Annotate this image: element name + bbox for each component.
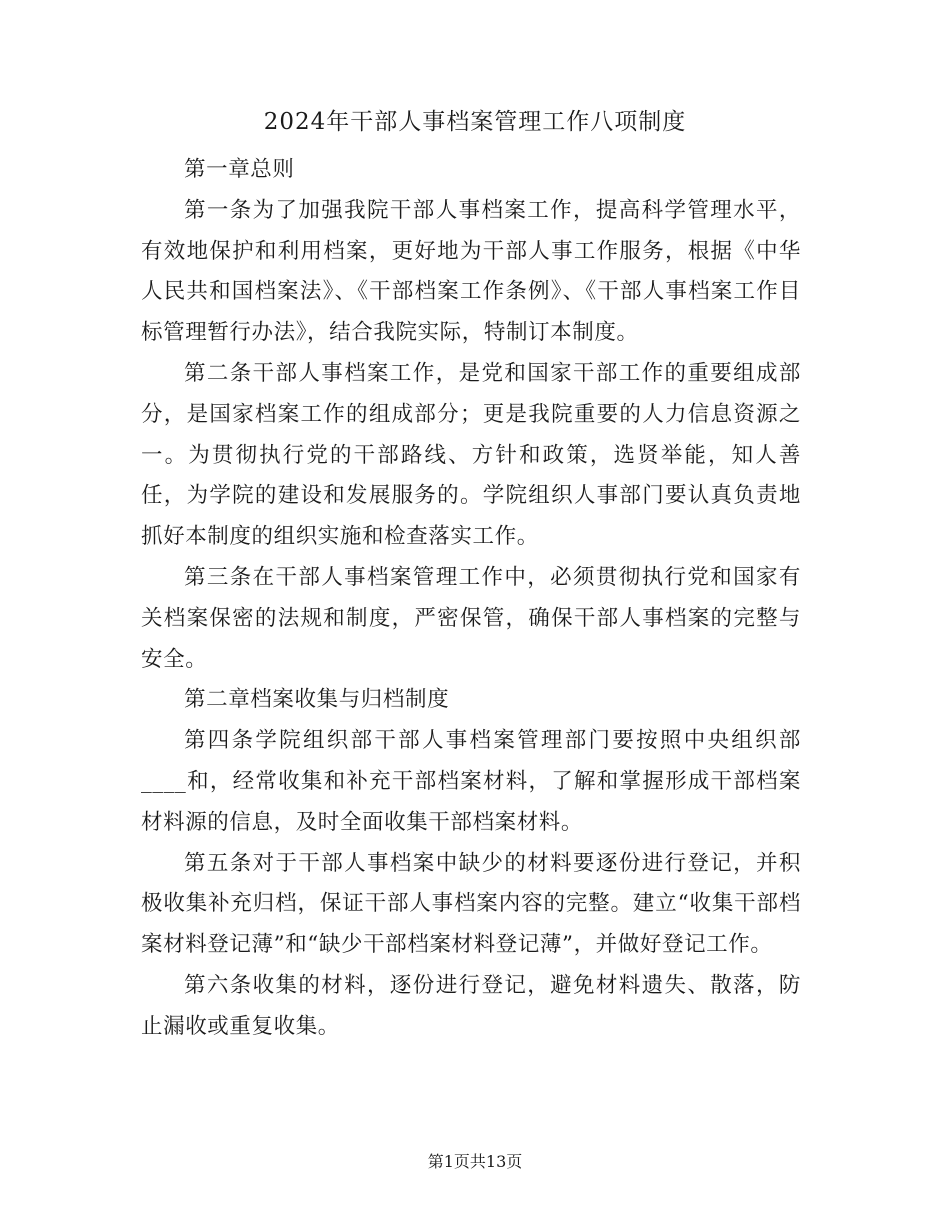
chapter-heading: 第一章总则 xyxy=(184,157,295,182)
article-paragraph: 第五条对于干部人事档案中缺少的材料要逐份进行登记，并积极收集补充归档，保证干部人事档案内容的完整。建立“收集干部档案材料登记薄”和“缺少干部档案材料登记薄”，并做好登记工作。 xyxy=(141,850,801,958)
article-paragraph: 第二条干部人事档案工作，是党和国家干部工作的重要组成部分，是国家档案工作的组成部分；更是我院重要的人力信息资源之一。为贯彻执行党的干部路线、方针和政策，选贤举能，知人善任，为学院的建设和发展服务的。学院组织人事部门要认真负责地抓好本制度的组织实施和检查落实工作。 xyxy=(141,360,801,550)
chapter-heading: 第二章档案收集与归档制度 xyxy=(184,687,450,713)
document-body xyxy=(141,150,801,1048)
page-number: 第1页共13页 xyxy=(427,1152,523,1171)
article-paragraph: 第三条在干部人事档案管理工作中，必须贯彻执行党和国家有关档案保密的法规和制度，严密保管，确保干部人事档案的完整与安全。 xyxy=(141,564,801,672)
document-title: 2024年干部人事档案管理工作八项制度 xyxy=(263,109,687,135)
article-paragraph: 第一条为了加强我院干部人事档案工作，提高科学管理水平，有效地保护和利用档案，更好地为干部人事工作服务，根据《中华人民共和国档案法》、《干部档案工作条例》、《干部人事档案工作目标管理暂行办法》，结合我院实际，特制订本制度。 xyxy=(141,197,801,346)
article-paragraph: 第四条学院组织部干部人事档案管理部门要按照中央组织部____和，经常收集和补充干部档案材料，了解和掌握形成干部档案材料源的信息，及时全面收集干部档案材料。 xyxy=(141,728,801,835)
article-paragraph: 第六条收集的材料，逐份进行登记，避免材料遗失、散落，防止漏收或重复收集。 xyxy=(141,972,801,1039)
